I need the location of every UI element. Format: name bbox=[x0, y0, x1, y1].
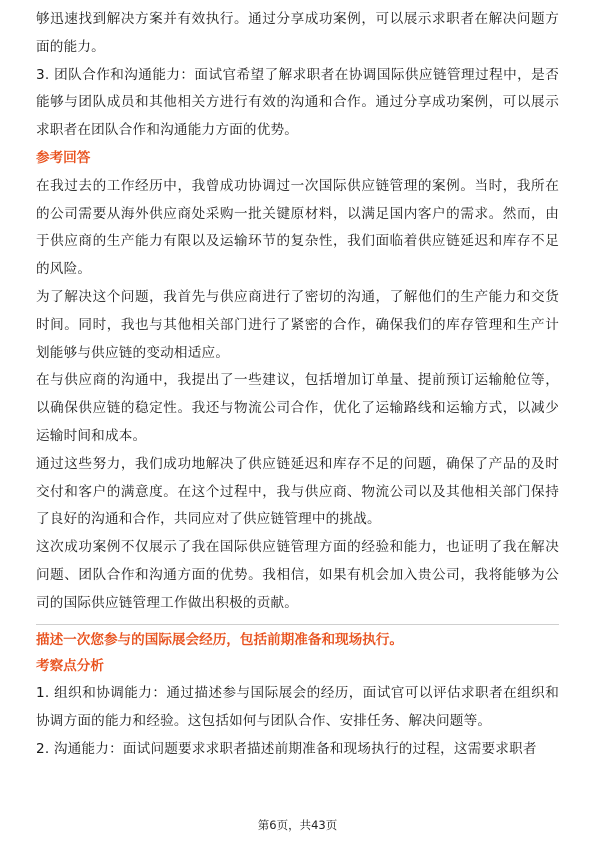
consideration-point-3: 3. 团队合作和沟通能力：面试官希望了解求职者在协调国际供应链管理过程中，是否能够与团队成员和其他相关方进行有效的沟通和合作。通过分享成功案例，可以展示求职者在团队合作和沟通能力方面的优势。 bbox=[36, 66, 559, 139]
analysis-point: 2. 沟通能力：面试问题要求求职者描述前期准备和现场执行的过程，这需要求职者 bbox=[36, 740, 537, 757]
page-number: 第6页，共43页 bbox=[257, 818, 338, 832]
answer-heading: 参考回答 bbox=[36, 149, 91, 166]
answer-paragraph: 通过这些努力，我们成功地解决了供应链延迟和库存不足的问题，确保了产品的及时交付和客户的满意度。在这个过程中，我与供应商、物流公司以及其他相关部门保持了良好的沟通和合作，共同应对了供应链管理中的挑战。 bbox=[36, 455, 559, 528]
answer-paragraph: 为了解决这个问题，我首先与供应商进行了密切的沟通，了解他们的生产能力和交货时间。同时，我也与其他相关部门进行了紧密的合作，确保我们的库存管理和生产计划能够与供应链的变动相适应。 bbox=[36, 288, 559, 361]
answer-paragraph: 在我过去的工作经历中，我曾成功协调过一次国际供应链管理的案例。当时，我所在的公司需要从海外供应商处采购一批关键原材料，以满足国内客户的需求。然而，由于供应商的生产能力有限以及运输环节的复杂性，我们面临着供应链延迟和库存不足的风险。 bbox=[36, 177, 559, 278]
next-question: 描述一次您参与的国际展会经历，包括前期准备和现场执行。 bbox=[36, 631, 404, 648]
section-divider bbox=[36, 624, 559, 625]
answer-paragraph: 这次成功案例不仅展示了我在国际供应链管理方面的经验和能力，也证明了我在解决问题、团队合作和沟通方面的优势。我相信，如果有机会加入贵公司，我将能够为公司的国际供应链管理工作做出积极的贡献。 bbox=[36, 539, 559, 611]
answer-paragraph: 在与供应商的沟通中，我提出了一些建议，包括增加订单量、提前预订运输舱位等，以确保供应链的稳定性。我还与物流公司合作，优化了运输路线和运输方式，以减少运输时间和成本。 bbox=[36, 372, 559, 444]
intro-continuation: 够迅速找到解决方案并有效执行。通过分享成功案例，可以展示求职者在解决问题方面的能力。 bbox=[36, 11, 559, 55]
analysis-point: 1. 组织和协调能力：通过描述参与国际展会的经历，面试官可以评估求职者在组织和协调方面的能力和经验。这包括如何与团队合作、安排任务、解决问题等。 bbox=[36, 685, 559, 730]
page-content bbox=[36, 6, 559, 764]
analysis-heading: 考察点分析 bbox=[36, 657, 104, 674]
